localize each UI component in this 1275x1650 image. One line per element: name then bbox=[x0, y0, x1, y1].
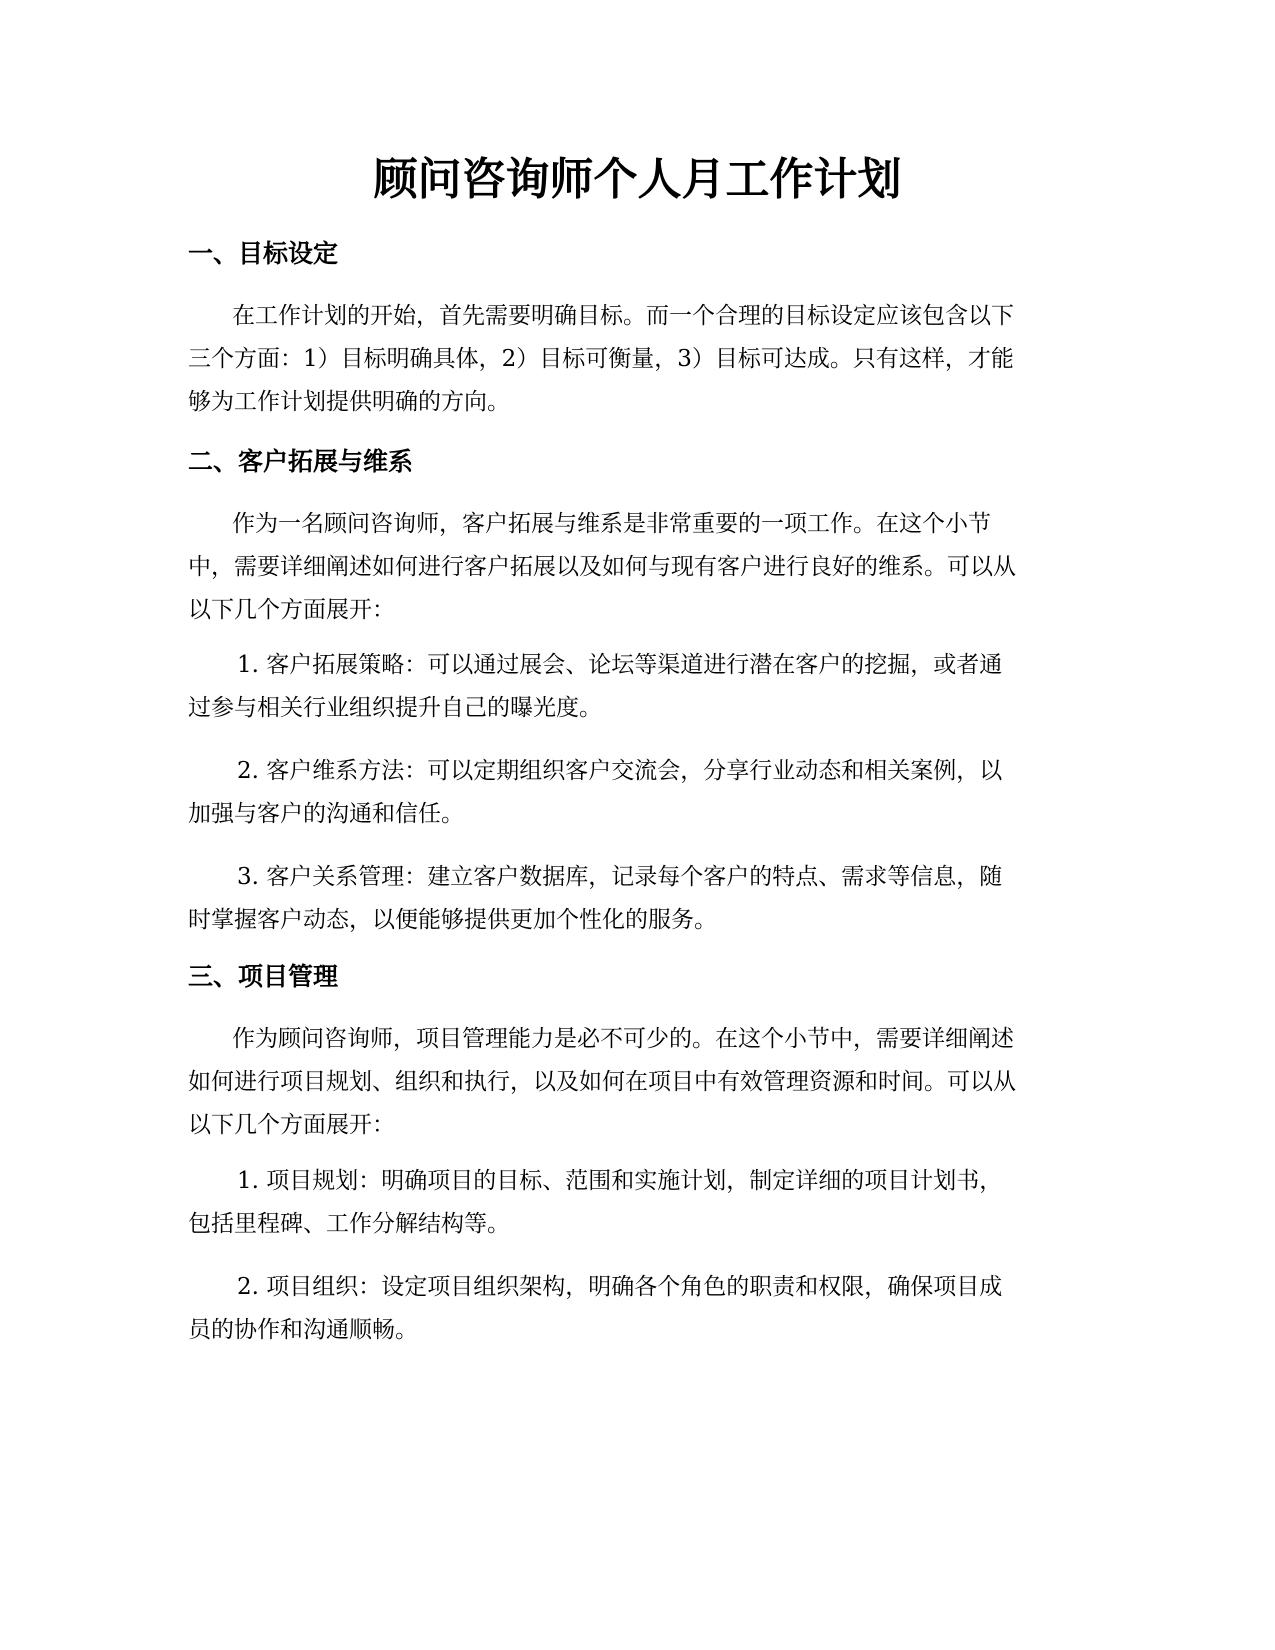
paragraph-line: 员的协作和沟通顺畅。 bbox=[188, 1317, 418, 1343]
paragraph-line: 作为一名顾问咨询师，客户拓展与维系是非常重要的一项工作。在这个小节 bbox=[232, 511, 991, 537]
paragraph-line: 中，需要详细阐述如何进行客户拓展以及如何与现有客户进行良好的维系。可以从 bbox=[188, 554, 1016, 580]
list-item bbox=[188, 1266, 1088, 1352]
paragraph-line: 1. 客户拓展策略：可以通过展会、论坛等渠道进行潜在客户的挖掘，或者通 bbox=[237, 652, 1003, 678]
list-item bbox=[188, 1160, 1088, 1246]
paragraph bbox=[188, 295, 1088, 424]
paragraph-line: 三个方面：1）目标明确具体，2）目标可衡量，3）目标可达成。只有这样，才能 bbox=[188, 346, 1014, 372]
list-item bbox=[188, 750, 1088, 836]
section-heading-goal-setting: 一、目标设定 bbox=[188, 239, 339, 268]
paragraph-line: 作为顾问咨询师，项目管理能力是必不可少的。在这个小节中，需要详细阐述 bbox=[232, 1026, 1014, 1052]
paragraph-line: 如何进行项目规划、组织和执行，以及如何在项目中有效管理资源和时间。可以从 bbox=[188, 1069, 1016, 1095]
paragraph bbox=[188, 1018, 1088, 1147]
paragraph-line: 时掌握客户动态，以便能够提供更加个性化的服务。 bbox=[188, 907, 717, 933]
paragraph-line: 2. 项目组织：设定项目组织架构，明确各个角色的职责和权限，确保项目成 bbox=[237, 1274, 1003, 1300]
list-item bbox=[188, 644, 1088, 730]
paragraph-line: 够为工作计划提供明确的方向。 bbox=[188, 389, 510, 415]
paragraph-line: 过参与相关行业组织提升自己的曝光度。 bbox=[188, 695, 602, 721]
paragraph-line: 3. 客户关系管理：建立客户数据库，记录每个客户的特点、需求等信息，随 bbox=[237, 864, 1003, 890]
section-heading-project-management: 三、项目管理 bbox=[188, 962, 339, 991]
paragraph-line: 1. 项目规划：明确项目的目标、范围和实施计划，制定详细的项目计划书， bbox=[237, 1168, 1003, 1194]
list-item bbox=[188, 856, 1088, 942]
paragraph-line: 包括里程碑、工作分解结构等。 bbox=[188, 1211, 510, 1237]
paragraph-line: 以下几个方面展开： bbox=[188, 597, 395, 623]
section-heading-client-development: 二、客户拓展与维系 bbox=[188, 447, 414, 476]
document-title: 顾问咨询师个人月工作计划 bbox=[373, 154, 902, 205]
paragraph-line: 在工作计划的开始，首先需要明确目标。而一个合理的目标设定应该包含以下 bbox=[232, 303, 1014, 329]
paragraph-line: 加强与客户的沟通和信任。 bbox=[188, 801, 464, 827]
paragraph-line: 以下几个方面展开： bbox=[188, 1112, 395, 1138]
paragraph bbox=[188, 503, 1088, 632]
paragraph-line: 2. 客户维系方法：可以定期组织客户交流会，分享行业动态和相关案例，以 bbox=[237, 758, 1003, 784]
